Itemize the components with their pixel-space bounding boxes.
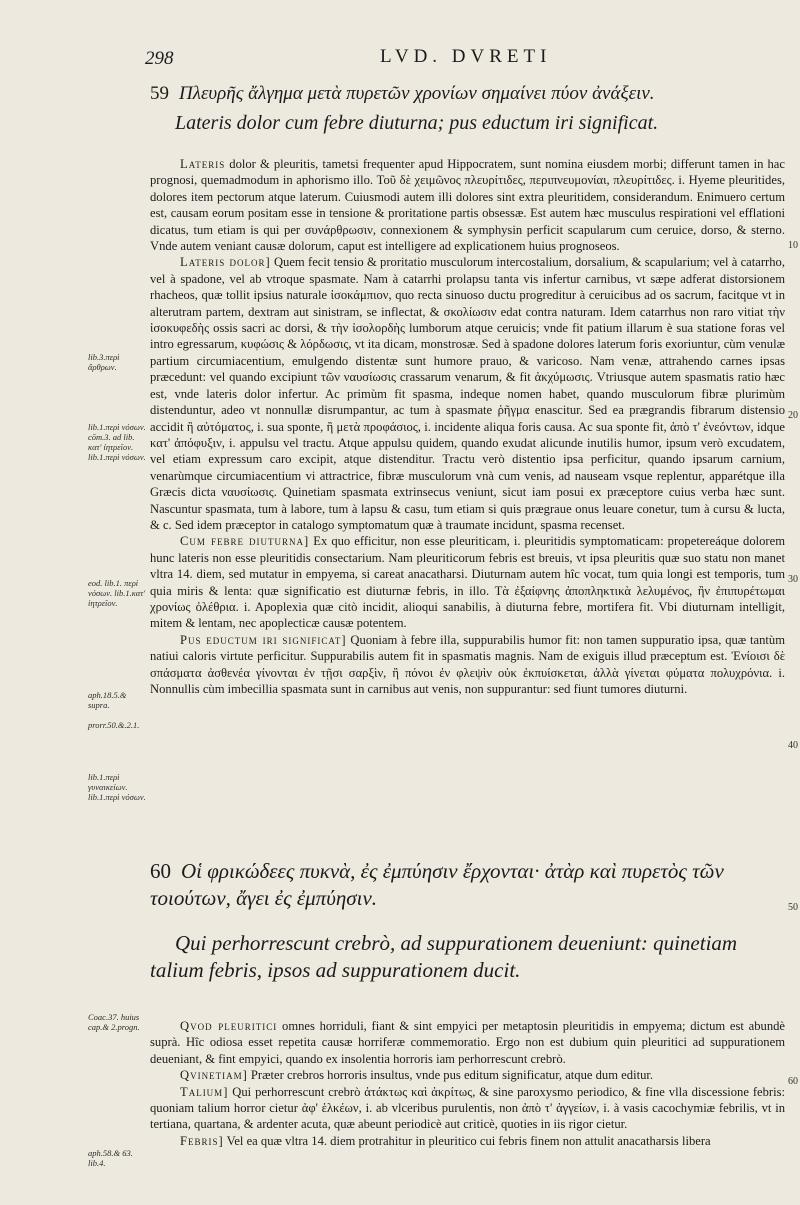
paragraph-text: Qui perhorrescunt crebrò ἀτάκτως καὶ ἀκρίτως, & sine paroxysmo periodico, & fine vlla discessione febris: quoniam talium horror cietur ἀφ' ἑλκέων, i. ab vlceribus purulentis, non ἀπὸ τ' ἀγγείων, i. à vasis cacochymiæ febrilis, vt in tertiana, quartana, & ardenter acuta, quæ abeunt periodicè aut criticè, quoties in iis rigor cietur. <box>150 1084 785 1132</box>
commentary-paragraph <box>150 1133 785 1149</box>
margin-note: lib.1.περὶ γυναικείων. lib.1.περὶ νόσων. <box>88 772 146 802</box>
aphorism-59 <box>150 82 785 136</box>
commentary-paragraph <box>150 156 785 254</box>
aphorism-latin: Lateris dolor cum febre diuturna; pus eductum iri significat. <box>175 112 659 134</box>
running-title: LVD. DVRETI <box>380 46 552 67</box>
lemma: Lateris <box>180 157 226 171</box>
line-number: 60 <box>788 1076 798 1087</box>
commentary-paragraph <box>150 533 785 631</box>
margin-note: eod. lib.1. περὶ νόσων. lib.1.κατ' ἰητρεῖον. <box>88 578 146 608</box>
lemma: Qvinetiam] <box>180 1068 248 1083</box>
lemma: Qvod pleuritici <box>180 1019 278 1033</box>
line-number: 20 <box>788 410 798 421</box>
paragraph-text: Ex quo efficitur, non esse pleuriticam, i. pleuritidis symptomaticam: propetereáque dolorem hunc lateris non esse pleuritidis consectarium. Nam pleuriticorum febris est breuis, vt ipsa pleuritis quæ suo statu non manet vltra 14. diem, sed mutatur in empyema, si careat anacatharsi. Diuturnam autem hîc vocat, tum quia longi est temporis, tum quia miris & lenta: quæ significatio est diuturnæ febris, in illo. Τὰ ἐξαίφνης ἀποπληκτικὰ λελυμένος, ἢν ἐπιπυρέτωμαι χρονίως ὀλέθρια. i. Apoplexia quæ citò incidit, alioqui sanabilis, à diuturna febre, mortifera fit. Vbi diuturnam intelligit, mitem & lentam, nec apoplecticæ causæ potentem. <box>150 534 785 631</box>
aphorism-greek <box>150 82 785 105</box>
commentary-paragraph <box>150 632 785 698</box>
margin-note: aph.58.& 63. lib.4. <box>88 1148 133 1168</box>
paragraph-text: Præter crebros horroris insultus, vnde pus editum significatur, atque dum editur. <box>247 1068 654 1083</box>
marginal-notes <box>88 0 150 1205</box>
commentary-59 <box>150 156 785 697</box>
paragraph-text: omnes horriduli, fiant & sint empyici per metaptosin pleuritidis in empyema; dictum est abundè suprà. Hîc odiosa esset repetita causæ horriferæ commemoratio. Ergo non est dubium quin pleuritici ad suppurationem deueniant, & fint empyici, quando ex insolentia horroris iam perhorrescunt crebrò. <box>150 1019 785 1066</box>
page-number: 298 <box>145 48 174 69</box>
line-number: 50 <box>788 902 798 913</box>
commentary-paragraph <box>150 1018 785 1067</box>
lemma: Cum febre diuturna] <box>180 534 310 549</box>
paragraph-text: Vel ea quæ vltra 14. diem protrahitur in pleuritico cui febris finem non attulit anacatharsis libera <box>223 1133 711 1148</box>
margin-note: lib.3.περὶ ἄρθρων. <box>88 352 120 372</box>
aphorism-number: 60 <box>150 859 171 883</box>
lemma: Pus eductum iri significat] <box>180 632 347 647</box>
aphorism-60 <box>150 858 785 984</box>
paragraph-text: Quoniam à febre illa, suppurabilis humor fit: non tamen suppuratio ipsa, quæ tantùm natiui caloris virtute perficitur. Suppurabilis autem fit in spasmatis magnis. Nam de exiguis illud præceptum est. Ἐνίοισι δὲ σπάσματα ἀσθενέα γίνονται ἐν τῇσι σαρξὶν, ἢ πόνοι ἐν φλεψὶν οὐκ ἐκπυίσκεται, ἀλλὰ γίνεται φύματα πολυχρόνια. i. Nonnullis cùm imbecillia spasmata sunt in carnibus aut venis, non suppurantur: sed fiunt tumores diuturni. <box>150 632 785 696</box>
line-number: 30 <box>788 574 798 585</box>
line-number: 10 <box>788 240 798 251</box>
aphorism-greek-text: Οἱ φρικώδεες πυκνὰ, ἐς ἐμπύησιν ἔρχονται· ἀτὰρ καὶ πυρετὸς τῶν τοιούτων, ἄγει ἐς ἐμπύησιν. <box>150 859 724 910</box>
lemma: Talium] <box>180 1084 229 1099</box>
aphorism-latin: Qui perhorrescunt crebrò, ad suppurationem deueniunt: quinetiam talium febris, ipsos ad suppurationem ducit. <box>150 931 738 982</box>
margin-note: prorr.50.&.2.1. <box>88 720 140 730</box>
commentary-60 <box>150 1018 785 1149</box>
line-numbers <box>784 0 800 1205</box>
margin-note: Coac.37. huius cap.& 2.progn. <box>88 1012 140 1032</box>
paragraph-text: dolor & pleuritis, tametsi frequenter apud Hippocratem, sunt nomina eiusdem morbi; differunt tamen in hac prognosi, quemadmodum in aphorismo illo. Τοῦ δὲ χειμῶνος πλευρίτιδες, περιπνευμονίαι, πλευρίτιδες. i. Hyeme pleuritides, dolores item pectorum atque laterum. Cuiusmodi autem illi dolores sint extra pleuritidem, considerandum. Enimuero certum est, causam eorum positam esse in tensione & proritatione partis obsessæ. Est autem hæc musculus respirationi vel efflationi dicatus, tum etiam is qui per συνάρθρωσιν, connexionem & symphysin perficit scapularum cum ceruice, dorso, & sterno. Vnde autem veniant causæ dolorum, caput est intelligere ad explicationem huius prognoseos. <box>150 157 785 254</box>
lemma: Lateris dolor] <box>180 255 271 270</box>
margin-note: aph.18.5.& supra. <box>88 690 127 710</box>
aphorism-greek <box>150 858 785 912</box>
commentary-paragraph <box>150 1084 785 1133</box>
paragraph-text: Quem fecit tensio & proritatio musculorum intercostalium, dorsalium, & scapularium; vel à catarrho, vel à spadone, vel ab vtroque spasmate. Nam à catarrhi prolapsu tanta vis infertur carnibus, vt sæpe adferat distorsionem rhacheos, quæ tollit ipsius naturale ἰσοκάμπιον, quo recta sinuoso ductu progreditur à ceruicibus ad os sacrum, facitque vt in alterutram partem, dextram aut sinistram, se inflectat, & σκολίωσιν edat contra naturam. Idem catarrhus non raro vitiat τὴν ἰσοκυφεδὴς ossis sacri ac dorsi, & τὴν ἰσολορδὴς lumborum atque ceruicis; vnde fit patium illarum è sua statione foras vel intro egressarum, κυφώσις & λόρδωσις, vt ita dicam, monstrosæ. Sed à spadone dolores laterum foris exoriuntur, cùm venulæ partium circumiacentium, emulgendo distentæ sunt humore prauo, & varicoso. Nam venæ, attrahendo carnes ipsas præcedunt: vel quando excipiunt τῶν ναυσίωσις crassarum venarum, & fit ἀκχύμωσις. Vtriusque autem spasmatis ratio hæc est, vnde lateris dolor infertur. Ac primùm fit spasma, indeque nomen habet, quando musculorum fibræ plurimùm distenduntur, adeo vt nonnullæ disrumpantur, ac tum à spasmate ῥῆγμα enascitur. Sed ea prægrandis fibrarum distensio accidit ἢ αὐτόματος, i. sua sponte, ἢ μετὰ προφάσιος, i. incidente aliqua foris causa. Ac sua sponte fit, ἀπὸ τ' ἐνεόντων, idque κατ' ἀπόφυξιν, i. appulsu vel tractu. Atque appulsu quidem, quando exudat alicunde inutilis humor, ipsum verò excudatem, vel etiam expressum caro excipit, atque distenditur. Tractu verò distentio ipsa perficitur, quando ipsarum carnium, venarùmque circumiacentium vi attractrice, fibræ musculorum vnà cum venis, ad nauseam vsque replentur, apparétque illa Græcis dicta ναυσίωσις. Quinetiam spasmata extrinsecus veniunt, sicut iam posui ex præceptore cuius verba hæc sunt. Nascuntur spasmata, tum à labore, tum à lapsu & casu, tum etiam si quis prægraue onus leuare conetur, tum à cursu & lucta, & c. Sed idem præceptor in catalogo symptomatum quæ à traumate incidunt, spasma recenset. <box>150 255 785 532</box>
lemma: Febris] <box>180 1133 224 1148</box>
aphorism-number: 59 <box>150 83 169 104</box>
commentary-paragraph <box>150 254 785 533</box>
commentary-paragraph <box>150 1067 785 1083</box>
aphorism-greek-text: Πλευρῆς ἄλγημα μετὰ πυρετῶν χρονίων σημαίνει πύον ἀνάξειν. <box>179 83 655 104</box>
line-number: 40 <box>788 740 798 751</box>
margin-note: lib.1.περὶ νόσων. cōm.3. ad lib. κατ' ἰητρεῖον. lib.1.περὶ νόσων. <box>88 422 146 462</box>
